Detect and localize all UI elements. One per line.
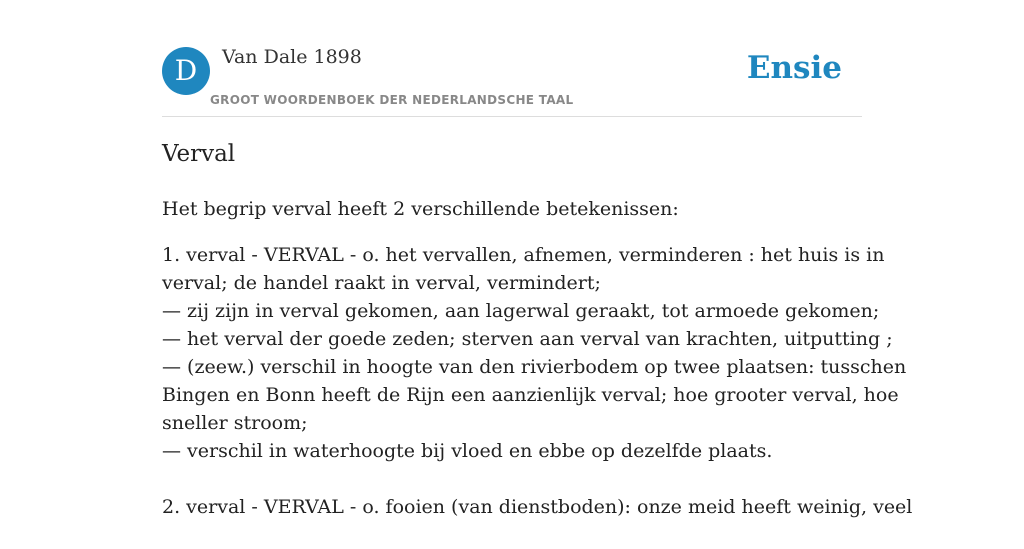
definition-line: 2. verval - VERVAL - o. fooien (van dienstboden): onze meid heeft weinig, veel [162, 496, 913, 518]
definition-line: verval; de handel raakt in verval, vermindert; [162, 272, 601, 294]
dictionary-title[interactable]: Van Dale 1898 [222, 46, 362, 68]
definition-list [162, 241, 913, 549]
page-container [162, 0, 913, 518]
header [162, 0, 862, 117]
intro-text: Het begrip verval heeft 2 verschillende betekenissen: [162, 198, 679, 220]
definition-line: — (zeew.) verschil in hoogte van den rivierbodem op twee plaatsen: tusschen [162, 356, 907, 378]
definition-line: — verschil in waterhoogte bij vloed en ebbe op dezelfde plaats. [162, 440, 773, 462]
page-title: Verval [162, 141, 236, 167]
dictionary-logo[interactable]: D [162, 47, 210, 95]
ensie-brand-link[interactable]: Ensie [746, 50, 842, 86]
definition-line: — zij zijn in verval gekomen, aan lagerwal geraakt, tot armoede gekomen; [162, 300, 880, 322]
definition-line: sneller stroom; [162, 412, 308, 434]
dictionary-subtitle: GROOT WOORDENBOEK DER NEDERLANDSCHE TAAL [210, 93, 574, 107]
definition-line: — het verval der goede zeden; sterven aan verval van krachten, uitputting ; [162, 328, 893, 350]
definition-line: Bingen en Bonn heeft de Rijn een aanzienlijk verval; hoe grooter verval, hoe [162, 384, 899, 406]
definition-entry-2 [162, 493, 913, 521]
definition-line: 1. verval - VERVAL - o. het vervallen, afnemen, verminderen : het huis is in [162, 244, 885, 266]
definition-entry-1 [162, 241, 907, 465]
